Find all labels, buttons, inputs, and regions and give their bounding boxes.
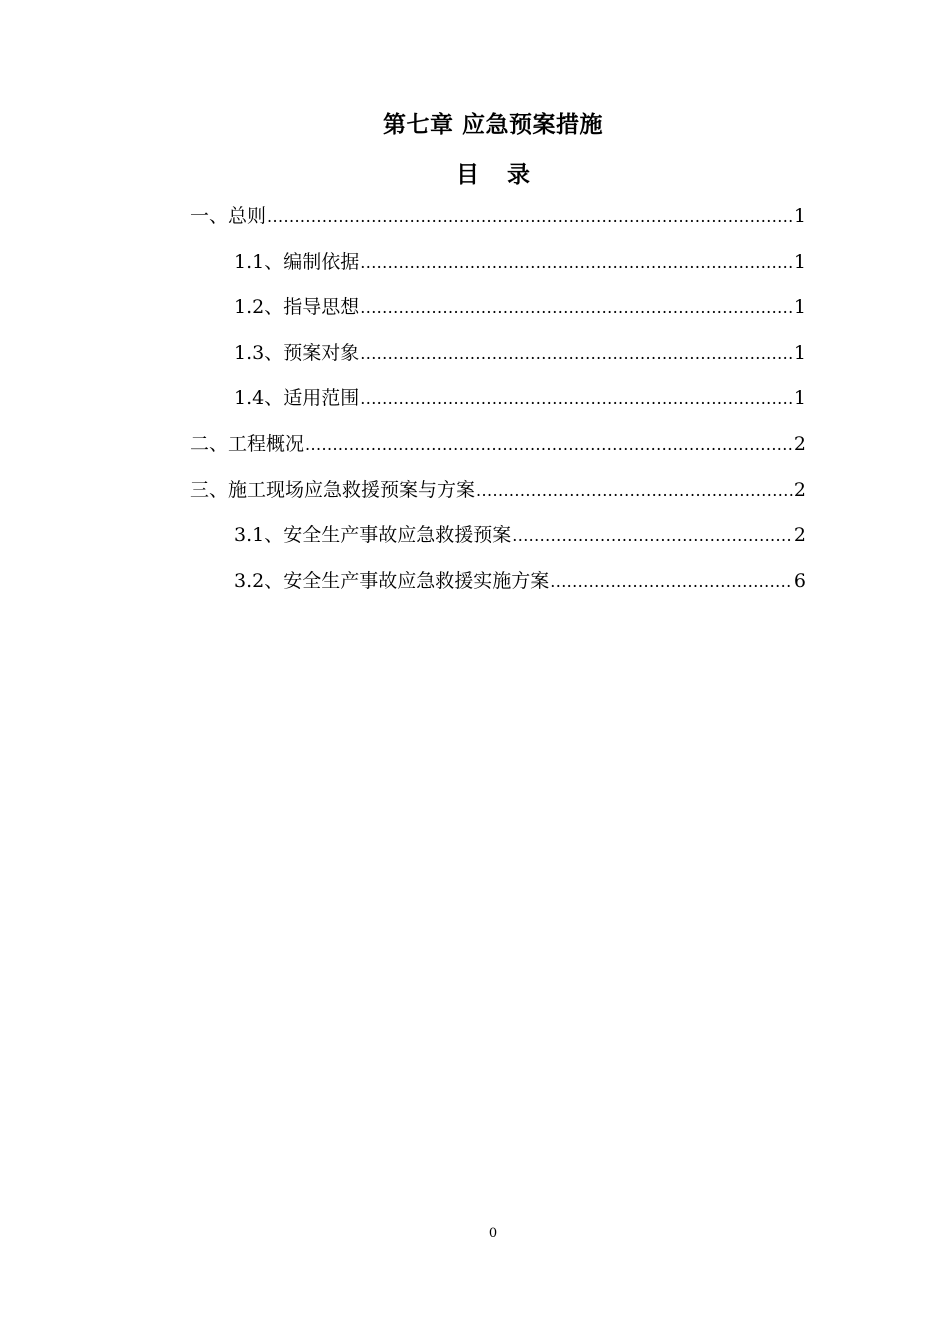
toc-title: 目录 xyxy=(456,162,558,188)
toc-entry-label: 3.1、安全生产事故应急救援预案 xyxy=(234,524,512,547)
toc-entry-accident-rescue-implementation[interactable] xyxy=(190,561,806,607)
toc-dot-leader xyxy=(512,516,793,556)
chapter-title: 第七章 应急预案措施 xyxy=(382,112,603,138)
toc-entry-emergency-rescue-plan[interactable] xyxy=(190,470,806,516)
toc-entry-page: 1 xyxy=(793,387,806,410)
toc-entry-label: 1.3、预案对象 xyxy=(234,341,360,364)
toc-dot-leader xyxy=(360,288,793,328)
toc-entry-page: 2 xyxy=(793,524,806,547)
toc-entry-guiding-ideology[interactable] xyxy=(190,287,806,333)
toc-entry-page: 1 xyxy=(793,341,806,364)
table-of-contents xyxy=(190,196,806,606)
toc-entry-compilation-basis[interactable] xyxy=(190,242,806,288)
toc-entry-page: 1 xyxy=(793,296,806,319)
toc-entry-page: 1 xyxy=(793,205,806,227)
toc-entry-label: 1.4、适用范围 xyxy=(234,387,360,410)
toc-dot-leader xyxy=(267,197,793,237)
toc-entry-general[interactable] xyxy=(190,196,806,242)
toc-entry-scope[interactable] xyxy=(190,378,806,424)
toc-dot-leader xyxy=(550,562,793,602)
toc-entry-page: 2 xyxy=(793,478,806,501)
toc-dot-leader xyxy=(360,379,793,419)
toc-entry-label: 二、工程概况 xyxy=(190,432,305,455)
toc-entry-page: 1 xyxy=(793,250,806,273)
toc-dot-leader xyxy=(305,425,793,465)
toc-entry-label: 3.2、安全生产事故应急救援实施方案 xyxy=(234,569,550,592)
toc-entry-project-overview[interactable] xyxy=(190,424,806,470)
toc-entry-page: 6 xyxy=(793,569,806,592)
toc-entry-label: 1.1、编制依据 xyxy=(234,250,360,273)
toc-entry-page: 2 xyxy=(793,432,806,455)
page-number: 0 xyxy=(488,1226,498,1241)
toc-dot-leader xyxy=(360,334,793,374)
toc-entry-accident-rescue-plan[interactable] xyxy=(190,515,806,561)
toc-entry-label: 1.2、指导思想 xyxy=(234,296,360,319)
toc-entry-plan-objects[interactable] xyxy=(190,333,806,379)
toc-entry-label: 三、施工现场应急救援预案与方案 xyxy=(190,478,476,501)
toc-dot-leader xyxy=(360,243,793,283)
toc-entry-label: 一、总则 xyxy=(190,205,267,227)
toc-dot-leader xyxy=(476,471,793,511)
